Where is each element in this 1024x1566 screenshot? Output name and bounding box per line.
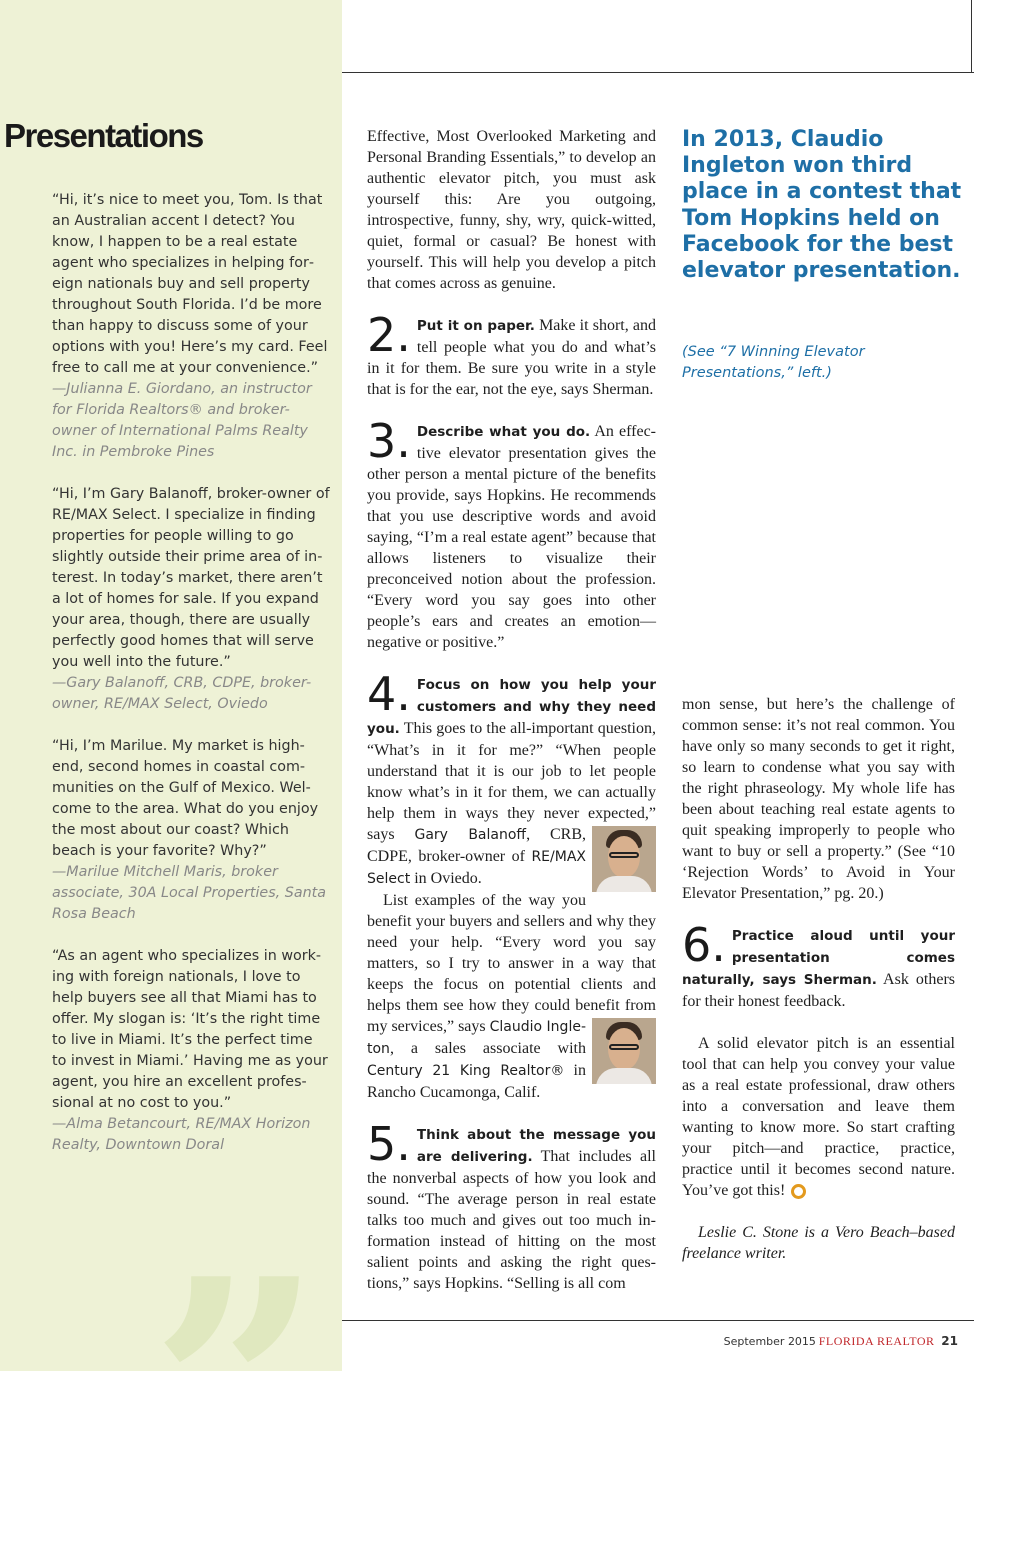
- bottom-rule: [342, 1320, 974, 1321]
- tip-3-head: Describe what you do.: [416, 424, 591, 440]
- decorative-quote-mark: ”: [150, 1213, 293, 1566]
- page-number: 21: [941, 1334, 958, 1348]
- tip-6-number: 6.: [682, 918, 726, 972]
- tip-5-number: 5.: [367, 1117, 411, 1171]
- page-footer: [724, 1334, 958, 1349]
- tip-5: 5. Think about the message you are delivering. That includes all the nonverbal aspects of how you look and sound. “The average person in real estate talks too much and gives out too much information instead of hitting on the most salient points and asking the right questions,” says Hopkins. “Selling is all com: [367, 1117, 657, 1292]
- tip-4-number: 4.: [367, 667, 411, 721]
- end-mark-icon: [791, 1184, 806, 1199]
- tip-4: 4. Focus on how you help your customers and why they need you. This goes to the all-important question, “What’s in it for me?” “When people understand that it is our job to let people know what’s in it for them, we can actually help them in ways they never expected,” says Gary Balanoff, CRB, CDPE, broker-owner of RE/MAX Select in Oviedo.: [367, 674, 656, 890]
- tip-2-head: Put it on paper.: [416, 318, 535, 334]
- tip-6: 6. Practice aloud until your presentation comes naturally, says Sherman. Ask others for their honest feedback.: [682, 918, 955, 1010]
- tip-2-number: 2.: [367, 308, 411, 362]
- author-byline: Leslie C. Stone is a Vero Beach–based freelance writer.: [682, 1224, 955, 1262]
- quote-1: “Hi, it’s nice to meet you, Tom. Is that an Australian accent I detect? You know, I happen to be a real estate agent who specializes in helping foreign nationals buy and sell property throughout South Florida. I’d be more than happy to discuss some of your options with you! Here’s my card. Feel free to call me at your convenience.” —Julianna E. Giordano, an instructor for Florida Realtors® and broker-owner of International Palms Realty Inc. in Pembroke Pines: [52, 190, 330, 463]
- quote-1-attribution: —Julianna E. Giordano, an instructor for Florida Realtors® and broker-owner of International Palms Realty Inc. in Pembroke Pines: [52, 381, 312, 460]
- pull-quote-reference: (See “7 Winning Elevator Presentations,” left.): [682, 344, 865, 381]
- footer-magazine: FLORIDA REALTOR: [818, 1334, 935, 1348]
- quote-4-attribution: —Alma Betancourt, RE/MAX Horizon Realty, Downtown Doral: [52, 1116, 311, 1153]
- top-vertical-rule: [971, 0, 972, 73]
- article-column-2: [367, 126, 656, 1294]
- tip-2: 2. Put it on paper. Make it short, and tell people what you do and what’s in it for them. Be sure you write in a style that is for the ear, not the eye, says Sherman.: [367, 308, 656, 398]
- article-column-3: [682, 694, 955, 1264]
- quote-2-attribution: —Gary Balanoff, CRB, CDPE, broker-owner, RE/MAX Select, Oviedo: [52, 675, 312, 712]
- tip-3: 3. Describe what you do. An effective elevator presentation gives the other person a mental picture of the benefits you provide, says Hopkins. He recommends that you use descriptive words and avoid saying, “I’m a real estate agent” because that allows listeners to visualize their preconceived notion about the profession. “Every word you say goes into other people’s ears and creates an emotion—negative or positive.”: [367, 414, 656, 651]
- pull-quote: In 2013, Claudio Ingleton won third place in a contest that Tom Hopkins held on Facebook for the best elevator presentation.: [682, 127, 962, 284]
- quote-3: “Hi, I’m Marilue. My market is high-end, second homes in coastal communities on the Gulf of Mexico. Welcome to the area. What do you enjoy the most about our coast? Which beach is your favorite? Why?” —Marilue Mitchell Maris, broker associate, 30A Local Properties, Santa Rosa Beach: [52, 736, 330, 925]
- quote-3-attribution: —Marilue Mitchell Maris, broker associate, 30A Local Properties, Santa Rosa Beach: [52, 864, 327, 922]
- quote-4: “As an agent who specializes in working with foreign nationals, I love to help buyers see all that Miami has to offer. My slogan is: ‘It’s the right time to live in Miami. It’s the perfect time to invest in Miami.’ Having me as your agent, you hire an excellent professional at no cost to you.” —Alma Betancourt, RE/MAX Horizon Realty, Downtown Doral: [52, 946, 330, 1156]
- footer-date: September 2015: [723, 1335, 816, 1348]
- quote-2: “Hi, I’m Gary Balanoff, broker-owner of RE/MAX Select. I specialize in finding properties for people willing to go slightly outside their prime area of interest. In today’s market, there aren’t a lot of homes for sale. If you expand your area, though, there are usually perfectly good homes that will serve you well into the future.” —Gary Balanoff, CRB, CDPE, broker-owner, RE/MAX Select, Oviedo: [52, 484, 330, 715]
- conclusion-paragraph: A solid elevator pitch is an essential tool that can help you convey your value as a real estate professional, draw others into a conversation and leave them wanting to know more. So start crafting your pitch—and practice, practice, practice until it becomes second nature. You’ve got this!: [682, 1035, 955, 1199]
- intro-paragraph: Effective, Most Overlooked Marketing and Personal Branding Essentials,” to develop an authentic elevator pitch, you must ask yourself this: Are you outgoing, introspective, funny, shy, wry, quick-witted, quiet, formal or casual? Be honest with yourself. This will help you develop a pitch that comes across as genuine.: [367, 128, 656, 292]
- sidebar-quotes: [52, 190, 330, 1177]
- sidebar-heading: Presentations: [4, 117, 203, 154]
- photo-claudio-ingleton: [592, 1018, 656, 1084]
- tip-4-head: Focus on how you help your customers and why they need you.: [367, 677, 656, 737]
- top-rule: [342, 72, 974, 73]
- tip-3-number: 3.: [367, 414, 411, 468]
- tip-5-head: Think about the message you are delivering.: [416, 1127, 656, 1165]
- paragraph-list-examples: List examples of the way you benefit your buyers and sellers and why they need your help. “Every word you say matters, so I try to answer in a way that keeps the focus on potential clients and helps them see how they could benefit from my services,” says Claudio Ingleton, a sales associate with Century 21 King Realtor® in Rancho Cucamonga, Calif.: [367, 892, 656, 1101]
- continuation-paragraph: mon sense, but here’s the challenge of common sense: it’s not real common. You have only so many seconds to get it right, so learn to condense what you say with the right phraseology. My whole life has been about teaching real estate agents to quit speaking improperly to people who want to buy or sell a property.” (See “10 ‘Rejection Words’ to Avoid in Your Elevator Presentation,” pg. 20.): [682, 696, 955, 902]
- photo-gary-balanoff: [592, 826, 656, 892]
- tip-6-head: Practice aloud until your presentation comes naturally, says Sherman.: [682, 928, 955, 988]
